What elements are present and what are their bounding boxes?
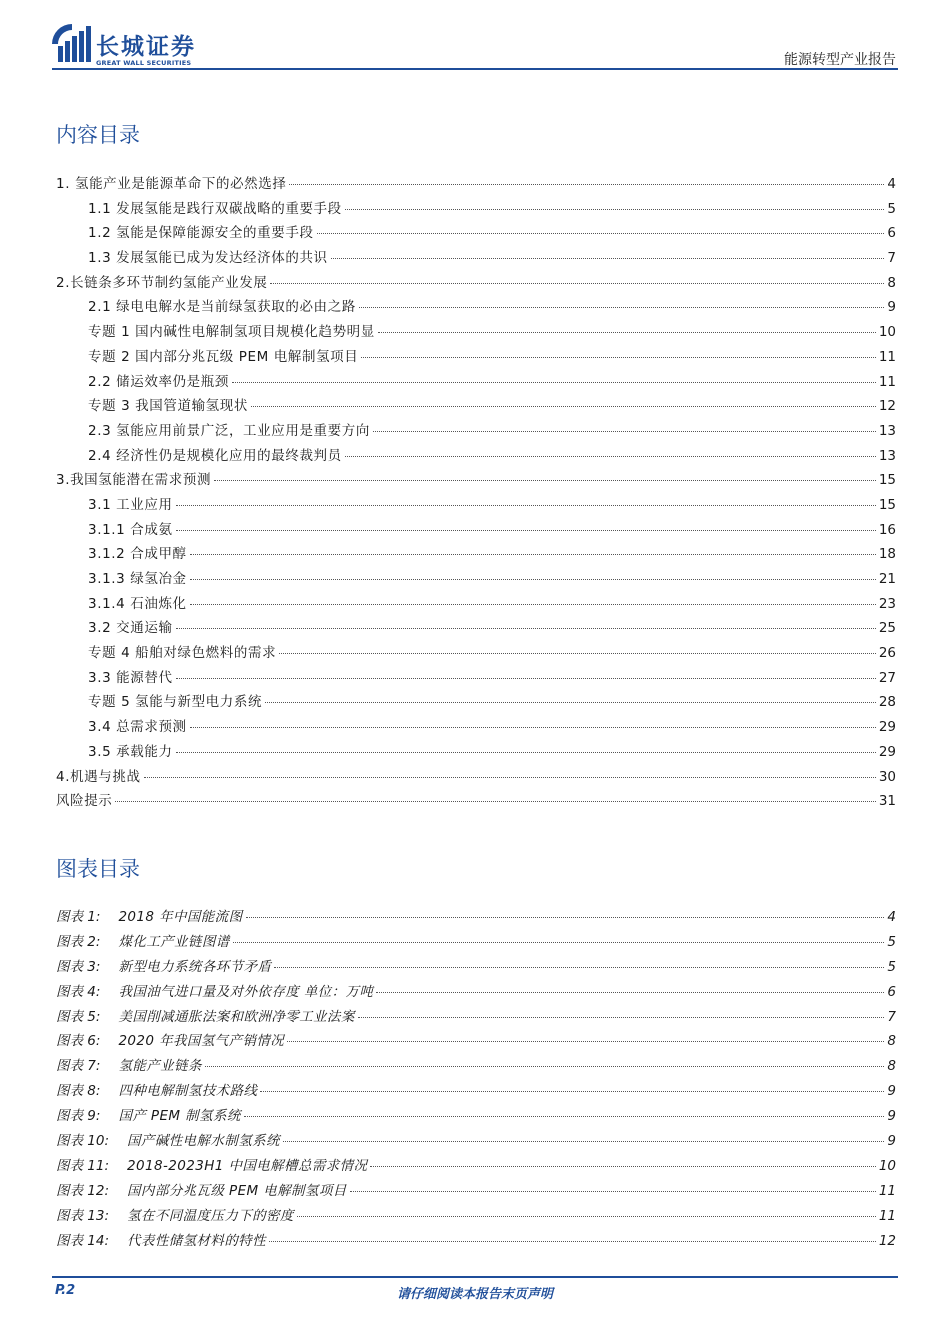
figure-entry[interactable]: [56, 1029, 896, 1054]
toc-entry-page: 11: [878, 373, 896, 390]
figure-title: 2020 年我国氢气产销情况: [118, 1033, 285, 1050]
toc-entry[interactable]: [56, 493, 896, 518]
figure-page: 11: [878, 1182, 896, 1199]
toc-entry-label: 3.1.3 绿氢冶金: [88, 571, 187, 587]
dot-leader: [358, 1017, 885, 1018]
toc-entry-label: 2.长链条多环节制约氢能产业发展: [56, 274, 268, 291]
figure-title: 2018-2023H1 中国电解槽总需求情况: [127, 1157, 368, 1174]
toc-entry-label: 3.5 承载能力: [88, 743, 173, 760]
figure-page: 11: [878, 1207, 896, 1224]
toc-entry[interactable]: [56, 690, 896, 715]
dot-leader: [345, 456, 876, 457]
figure-title: 氢在不同温度压力下的密度: [127, 1207, 294, 1224]
toc-entry[interactable]: [56, 641, 896, 666]
dot-leader: [287, 1041, 884, 1042]
dot-leader: [244, 1116, 885, 1117]
figure-number: 图表 2:: [56, 933, 101, 950]
figure-entry[interactable]: [56, 1005, 896, 1030]
figure-page: 6: [887, 983, 896, 1000]
toc-entry-label: 专题 1 国内碱性电解制氢项目规模化趋势明显: [88, 324, 375, 341]
dot-leader: [246, 917, 885, 918]
dot-leader: [370, 1166, 875, 1167]
table-of-contents: [56, 172, 896, 814]
figure-number: 图表 11:: [56, 1157, 110, 1174]
toc-entry-page: 21: [878, 571, 896, 587]
figure-page: 9: [887, 1083, 896, 1100]
figure-number: 图表 14:: [56, 1232, 110, 1249]
figures-title: 图表目录: [56, 857, 140, 881]
dot-leader: [361, 357, 875, 358]
dot-leader: [378, 332, 876, 333]
logo-english-name: GREAT WALL SECURITIES: [96, 59, 192, 67]
dot-leader: [176, 628, 876, 629]
page-number: P.2: [55, 1283, 76, 1298]
toc-entry[interactable]: [56, 271, 896, 296]
toc-entry-page: 12: [878, 398, 896, 415]
page-header: [0, 0, 950, 72]
figure-title: 国内部分兆瓦级 PEM 电解制氢项目: [127, 1182, 347, 1199]
figure-title: 代表性储氢材料的特性: [127, 1232, 267, 1249]
figure-number: 图表 8:: [56, 1083, 101, 1100]
great-wall-logo-icon: [50, 22, 92, 66]
figure-title: 四种电解制氢技术路线: [118, 1083, 258, 1100]
toc-entry-page: 8: [887, 274, 896, 291]
figure-page: 9: [887, 1133, 896, 1150]
toc-entry[interactable]: [56, 592, 896, 617]
figure-entry[interactable]: [56, 980, 896, 1005]
toc-entry-page: 6: [887, 225, 896, 242]
figure-number: 图表 4:: [56, 983, 101, 1000]
logo-chinese-name: 长城证券: [96, 34, 196, 60]
dot-leader: [190, 579, 876, 580]
dot-leader: [269, 1241, 876, 1242]
dot-leader: [176, 752, 876, 753]
dot-leader: [350, 1191, 876, 1192]
figure-entry[interactable]: [56, 1079, 896, 1104]
dot-leader: [270, 283, 884, 284]
toc-entry-label: 2.4 经济性仍是规模化应用的最终裁判员: [88, 447, 342, 464]
toc-entry[interactable]: [56, 740, 896, 765]
toc-entry[interactable]: [56, 320, 896, 345]
dot-leader: [232, 382, 876, 383]
figure-page: 12: [878, 1232, 896, 1249]
toc-entry-page: 18: [878, 546, 896, 563]
toc-entry-label: 1.1 发展氢能是践行双碳战略的重要手段: [88, 200, 342, 217]
toc-entry-page: 15: [878, 472, 896, 489]
dot-leader: [115, 801, 875, 802]
figure-title: 国产碱性电解水制氢系统: [127, 1133, 280, 1150]
toc-entry[interactable]: [56, 765, 896, 790]
figure-entry[interactable]: [56, 1179, 896, 1204]
toc-entry-label: 1.2 氢能是保障能源安全的重要手段: [88, 225, 314, 242]
toc-entry[interactable]: [56, 370, 896, 395]
toc-entry-label: 2.1 绿电电解水是当前绿氢获取的必由之路: [88, 299, 356, 316]
dot-leader: [297, 1216, 876, 1217]
toc-entry-label: 风险提示: [56, 793, 113, 810]
figure-number: 图表 12:: [56, 1182, 110, 1199]
dot-leader: [190, 727, 876, 728]
toc-entry[interactable]: [56, 616, 896, 641]
toc-entry[interactable]: [56, 567, 896, 592]
toc-entry-label: 专题 2 国内部分兆瓦级 PEM 电解制氢项目: [88, 348, 359, 365]
toc-entry[interactable]: [56, 666, 896, 691]
toc-entry[interactable]: [56, 197, 896, 222]
figure-page: 4: [887, 909, 896, 925]
toc-entry-page: 4: [887, 176, 896, 192]
toc-entry-label: 3.3 能源替代: [88, 669, 173, 686]
dot-leader: [289, 184, 884, 185]
figure-entry[interactable]: [56, 930, 896, 955]
toc-entry-page: 30: [878, 768, 896, 785]
toc-entry-label: 2.2 储运效率仍是瓶颈: [88, 373, 229, 390]
figure-title: 煤化工产业链图谱: [118, 933, 230, 950]
toc-entry[interactable]: [56, 246, 896, 271]
header-divider: [52, 68, 898, 70]
toc-entry[interactable]: [56, 221, 896, 246]
toc-entry-page: 29: [878, 743, 896, 760]
figure-page: 7: [887, 1008, 896, 1025]
dot-leader: [331, 258, 885, 259]
company-logo: [50, 22, 210, 70]
dot-leader: [233, 942, 885, 943]
toc-entry-page: 26: [878, 645, 896, 662]
toc-entry-page: 16: [878, 521, 896, 538]
toc-entry-label: 3.1.1 合成氨: [88, 521, 173, 538]
figure-entry[interactable]: [56, 1154, 896, 1179]
toc-entry-label: 3.2 交通运输: [88, 620, 173, 637]
figure-entry[interactable]: [56, 905, 896, 930]
toc-entry-page: 10: [878, 324, 896, 341]
toc-entry[interactable]: [56, 518, 896, 543]
toc-entry-page: 27: [878, 669, 896, 686]
footer-disclaimer: 请仔细阅读本报告末页声明: [396, 1287, 553, 1302]
toc-entry-label: 3.1.4 石油炼化: [88, 595, 187, 612]
dot-leader: [265, 702, 876, 703]
toc-entry-page: 7: [887, 250, 896, 267]
figure-entry[interactable]: [56, 1129, 896, 1154]
figure-title: 我国油气进口量及对外依存度 单位：万吨: [118, 983, 374, 1000]
toc-entry-page: 29: [878, 719, 896, 736]
dot-leader: [283, 1141, 884, 1142]
toc-entry[interactable]: [56, 789, 896, 814]
dot-leader: [176, 530, 876, 531]
figure-number: 图表 7:: [56, 1058, 101, 1075]
dot-leader: [190, 554, 876, 555]
toc-entry-label: 1.3 发展氢能已成为发达经济体的共识: [88, 250, 328, 267]
contents-title: 内容目录: [56, 123, 140, 147]
figure-number: 图表 6:: [56, 1033, 101, 1050]
toc-entry[interactable]: [56, 468, 896, 493]
toc-entry[interactable]: [56, 295, 896, 320]
list-of-figures: [56, 905, 896, 1253]
figure-entry[interactable]: [56, 1104, 896, 1129]
report-type: 能源转型产业报告: [784, 52, 896, 68]
toc-entry-page: 11: [878, 348, 896, 365]
toc-entry-label: 3.我国氢能潜在需求预测: [56, 472, 212, 489]
toc-entry[interactable]: [56, 542, 896, 567]
figure-page: 10: [878, 1157, 896, 1174]
toc-entry-page: 25: [878, 620, 896, 637]
figure-number: 图表 10:: [56, 1133, 110, 1150]
figure-number: 图表 3:: [56, 958, 101, 975]
toc-entry-label: 2.3 氢能应用前景广泛，工业应用是重要方向: [88, 422, 370, 439]
dot-leader: [214, 480, 876, 481]
toc-entry-page: 5: [887, 200, 896, 217]
dot-leader: [345, 209, 885, 210]
toc-entry-label: 专题 4 船舶对绿色燃料的需求: [88, 645, 277, 662]
figure-number: 图表 5:: [56, 1008, 101, 1025]
dot-leader: [260, 1091, 884, 1092]
toc-entry-page: 15: [878, 496, 896, 513]
dot-leader: [190, 604, 876, 605]
figure-title: 国产 PEM 制氢系统: [118, 1108, 241, 1125]
toc-entry[interactable]: [56, 172, 896, 197]
figure-title: 2018 年中国能流图: [118, 909, 243, 925]
toc-entry-label: 3.1.2 合成甲醇: [88, 546, 187, 563]
dot-leader: [359, 307, 885, 308]
figure-page: 8: [887, 1033, 896, 1050]
figure-title: 新型电力系统各环节矛盾: [118, 958, 272, 975]
toc-entry[interactable]: [56, 715, 896, 740]
toc-entry[interactable]: [56, 444, 896, 469]
figure-title: 美国削减通胀法案和欧洲净零工业法案: [118, 1008, 355, 1025]
figure-page: 8: [887, 1058, 896, 1075]
toc-entry-page: 13: [878, 447, 896, 464]
toc-entry-label: 专题 5 氢能与新型电力系统: [88, 694, 263, 711]
dot-leader: [376, 992, 884, 993]
dot-leader: [317, 233, 885, 234]
toc-entry-page: 9: [887, 299, 896, 316]
toc-entry[interactable]: [56, 419, 896, 444]
toc-entry[interactable]: [56, 394, 896, 419]
toc-entry-label: 3.1 工业应用: [88, 496, 173, 513]
dot-leader: [176, 678, 876, 679]
figure-page: 5: [887, 933, 896, 950]
toc-entry-label: 3.4 总需求预测: [88, 719, 187, 736]
figure-entry[interactable]: [56, 1054, 896, 1079]
footer-divider: [52, 1276, 898, 1278]
figure-number: 图表 13:: [56, 1207, 110, 1224]
toc-entry-page: 13: [878, 422, 896, 439]
toc-entry[interactable]: [56, 345, 896, 370]
dot-leader: [274, 967, 884, 968]
dot-leader: [176, 505, 876, 506]
dot-leader: [373, 431, 876, 432]
dot-leader: [144, 777, 876, 778]
figure-entry[interactable]: [56, 1229, 896, 1254]
figure-entry[interactable]: [56, 1204, 896, 1229]
toc-entry-label: 4.机遇与挑战: [56, 768, 141, 785]
figure-page: 5: [887, 958, 896, 975]
figure-entry[interactable]: [56, 955, 896, 980]
dot-leader: [251, 406, 876, 407]
figure-number: 图表 9:: [56, 1108, 101, 1125]
figure-page: 9: [887, 1108, 896, 1125]
toc-entry-label: 专题 3 我国管道输氢现状: [88, 398, 248, 415]
toc-entry-label: 1. 氢能产业是能源革命下的必然选择: [56, 176, 287, 192]
figure-title: 氢能产业链条: [118, 1058, 202, 1075]
toc-entry-page: 31: [878, 793, 896, 810]
dot-leader: [279, 653, 876, 654]
toc-entry-page: 23: [878, 595, 896, 612]
toc-entry-page: 28: [878, 694, 896, 711]
dot-leader: [205, 1066, 885, 1067]
figure-number: 图表 1:: [56, 909, 101, 925]
